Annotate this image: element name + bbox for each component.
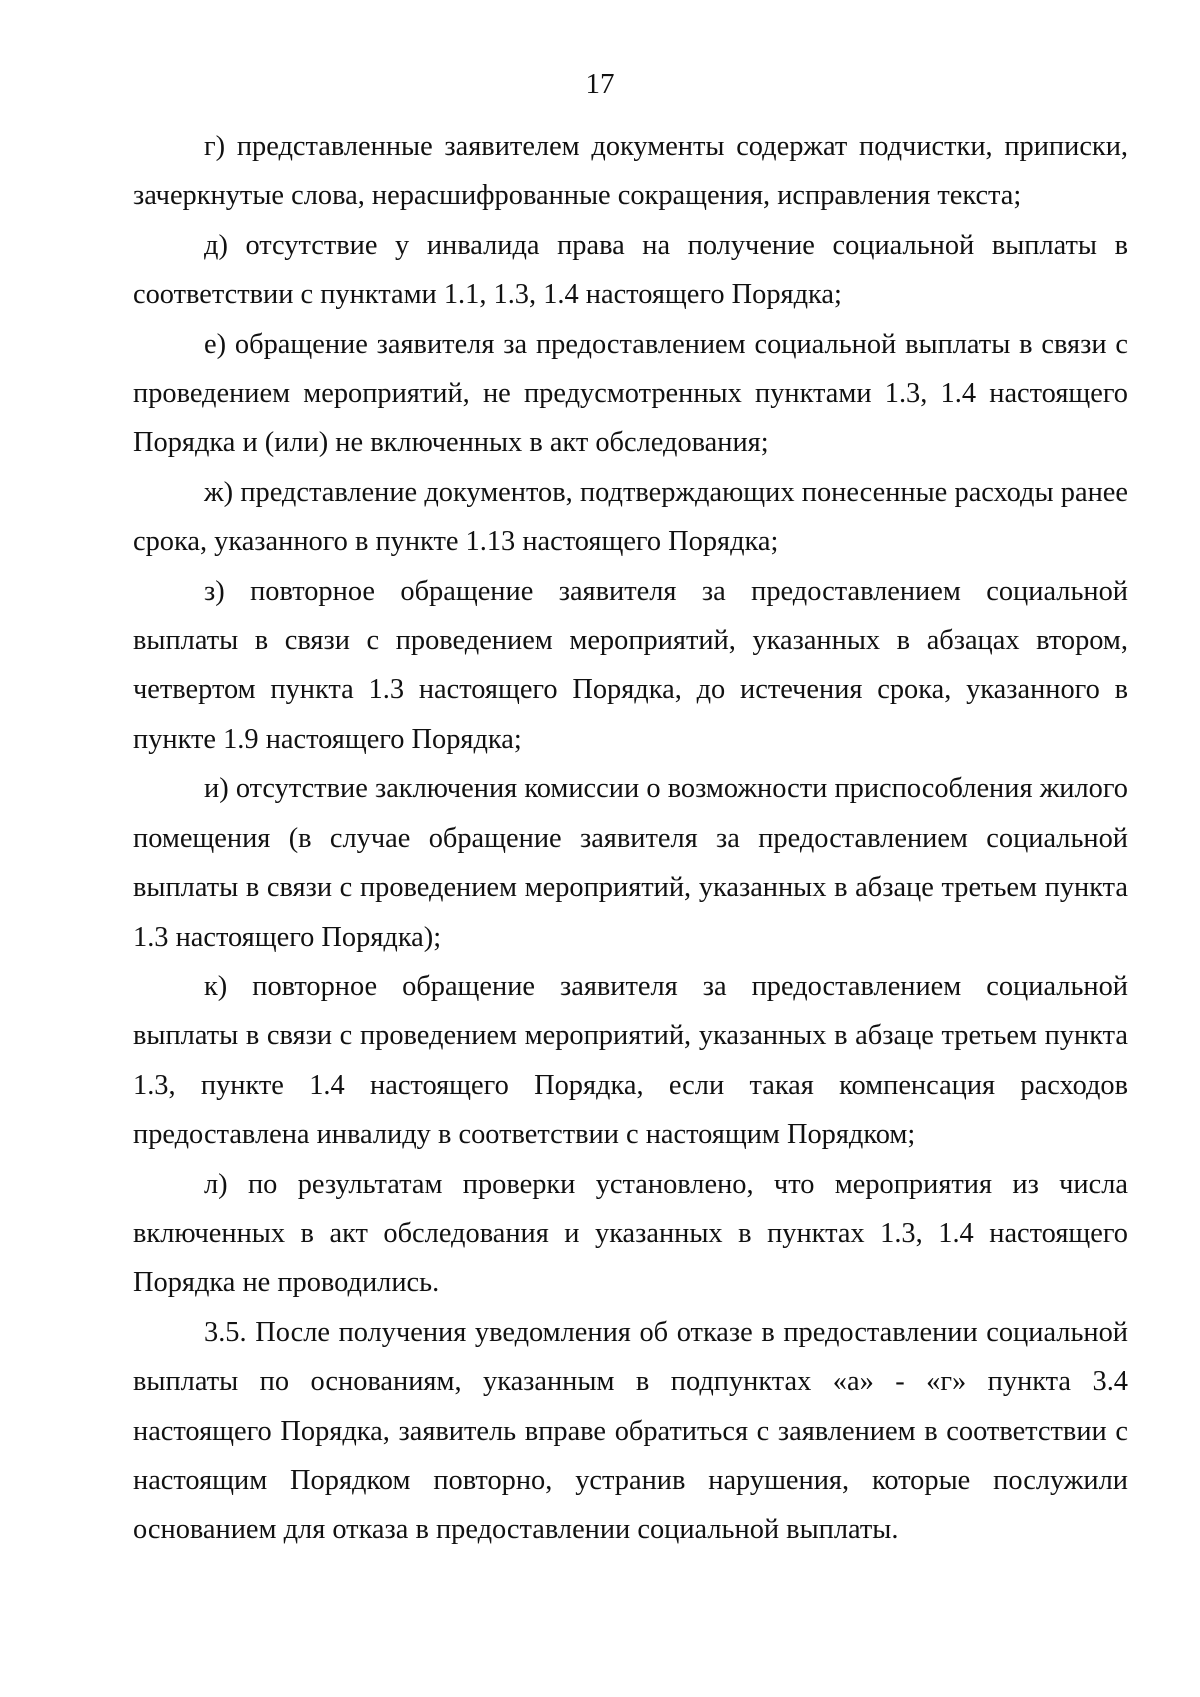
paragraph-i: и) отсутствие заключения комиссии о возможности приспособления жилого помещения (в случае обращение заявителя за предоставлением социальной выплаты в связи с проведением мероприятий, указанных в абзаце третьем пункта 1.3 настоящего Порядка); [133,773,1128,953]
paragraph-l: л) по результатам проверки установлено, что мероприятия из числа включенных в акт обследования и указанных в пунктах 1.3, 1.4 настоящего Порядка не проводились. [133,1168,1128,1299]
paragraph-zh: ж) представление документов, подтверждающих понесенные расходы ранее срока, указанного в пункте 1.13 настоящего Порядка; [133,476,1128,558]
paragraph-k: к) повторное обращение заявителя за предоставлением социальной выплаты в связи с проведением мероприятий, указанных в абзаце третьем пункта 1.3, пункте 1.4 настоящего Порядка, если такая компенсация расходов предоставлена инвалиду в соответствии с настоящим Порядком; [133,970,1128,1151]
paragraph-d: д) отсутствие у инвалида права на получение социальной выплаты в соответствии с пунктами 1.1, 1.3, 1.4 настоящего Порядка; [133,229,1128,311]
paragraph-z: з) повторное обращение заявителя за предоставлением социальной выплаты в связи с проведением мероприятий, указанных в абзацах втором, четвертом пункта 1.3 настоящего Порядка, до истечения срока, указанного в пункте 1.9 настоящего Порядка; [133,575,1128,755]
paragraph-g: г) представленные заявителем документы содержат подчистки, приписки, зачеркнутые слова, нерасшифрованные сокращения, исправления текста; [133,131,1128,212]
document-body [133,122,1128,1555]
paragraph-e: е) обращение заявителя за предоставлением социальной выплаты в связи с проведением мероприятий, не предусмотренных пунктами 1.3, 1.4 настоящего Порядка и (или) не включенных в акт обследования; [133,328,1128,459]
paragraph-3-5: 3.5. После получения уведомления об отказе в предоставлении социальной выплаты по основаниям, указанным в подпунктах «а» - «г» пункта 3.4 настоящего Порядка, заявитель вправе обратиться с заявлением в соответствии с настоящим Порядком повторно, устранив нарушения, которые послужили основанием для отказа в предоставлении социальной выплаты. [133,1316,1128,1546]
page-number: 17 [585,68,615,100]
